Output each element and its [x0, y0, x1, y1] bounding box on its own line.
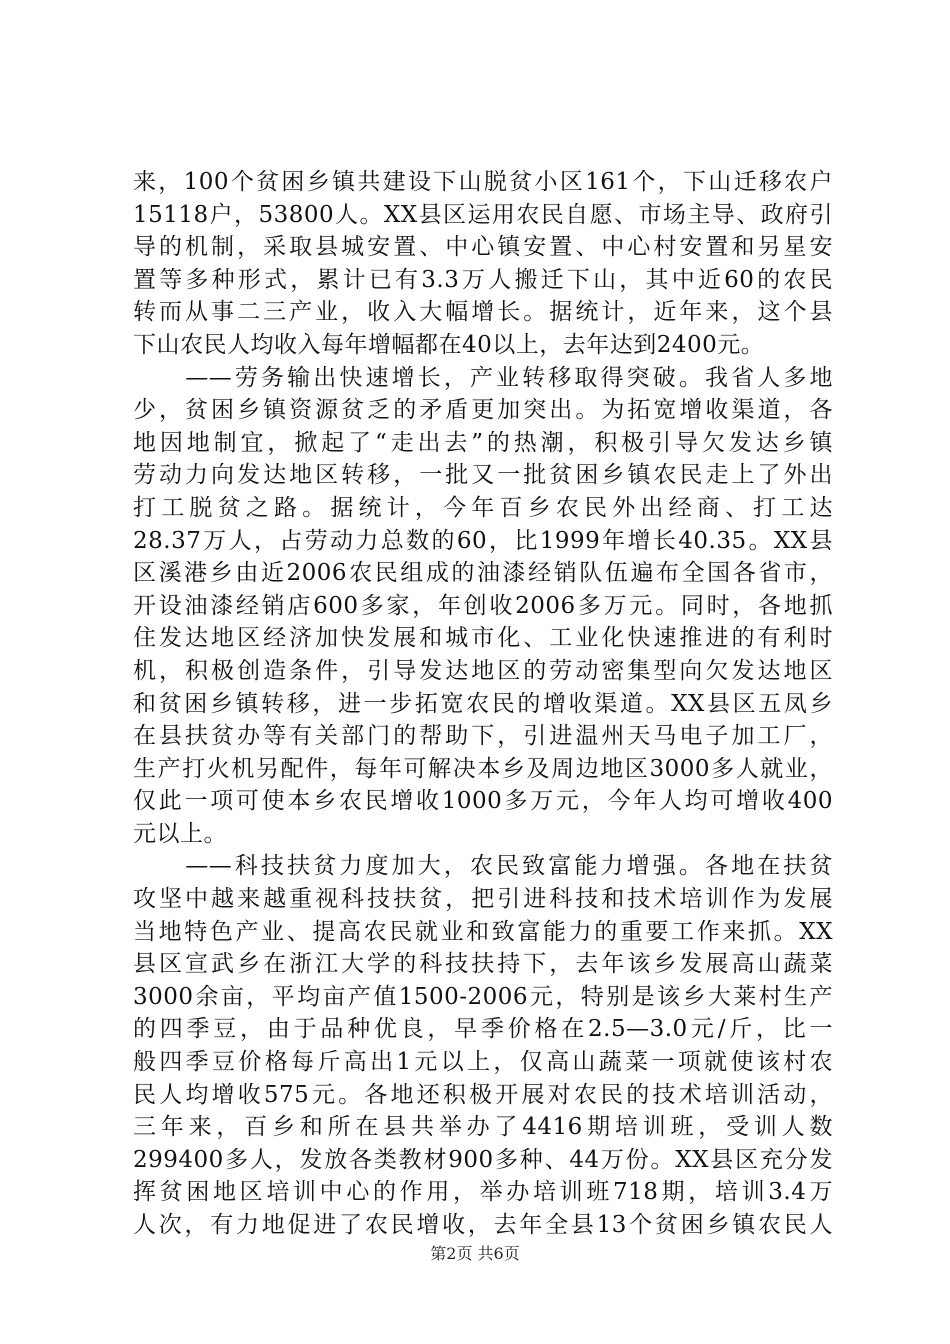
text-line: 三年来，百乡和所在县共举办了4416期培训班，受训人数: [133, 1114, 833, 1141]
text-line: 的四季豆，由于品种优良，早季价格在2.5—3.0元/斤，比一: [133, 1016, 833, 1043]
text-line: 住发达地区经济加快发展和城市化、工业化快速推进的有利时: [133, 625, 833, 652]
text-line: 般四季豆价格每斤高出1元以上，仅高山蔬菜一项就使该村农: [133, 1049, 833, 1076]
body-text: [133, 166, 833, 1242]
text-line: 少，贫困乡镇资源贫乏的矛盾更加突出。为拓宽增收渠道，各: [133, 397, 833, 424]
text-line: 当地特色产业、提高农民就业和致富能力的重要工作来抓。XX: [133, 918, 833, 945]
text-line: 仅此一项可使本乡农民增收1000多万元，今年人均可增收400: [133, 788, 833, 815]
text-line: 开设油漆经销店600多家，年创收2006多万元。同时，各地抓: [133, 592, 833, 619]
text-line: 区溪港乡由近2006农民组成的油漆经销队伍遍布全国各省市，: [133, 560, 833, 587]
text-line: 县区宣武乡在浙江大学的科技扶持下，去年该乡发展高山蔬菜: [133, 951, 833, 978]
text-line: ——科技扶贫力度加大，农民致富能力增强。各地在扶贫: [133, 853, 833, 880]
text-line: 299400多人，发放各类教材900多种、44万份。XX县区充分发: [133, 1146, 833, 1173]
text-line: 下山农民人均收入每年增幅都在40以上，去年达到2400元。: [133, 331, 765, 358]
text-line: 15118户，53800人。XX县区运用农民自愿、市场主导、政府引: [133, 201, 833, 228]
text-line: 生产打火机另配件，每年可解决本乡及周边地区3000多人就业，: [133, 755, 833, 782]
text-line: 转而从事二三产业，收入大幅增长。据统计，近年来，这个县: [133, 299, 833, 326]
text-line: 和贫困乡镇转移，进一步拓宽农民的增收渠道。XX县区五凤乡: [133, 690, 833, 717]
text-line: 置等多种形式，累计已有3.3万人搬迁下山，其中近60的农民: [133, 266, 833, 293]
text-line: 打工脱贫之路。据统计，今年百乡农民外出经商、打工达: [133, 494, 833, 521]
text-line: 在县扶贫办等有关部门的帮助下，引进温州天马电子加工厂，: [133, 723, 833, 750]
text-line: 来，100个贫困乡镇共建设下山脱贫小区161个，下山迁移农户: [133, 169, 833, 195]
page-footer: 第2页 共6页: [430, 1244, 520, 1263]
text-line: 劳动力向发达地区转移，一批又一批贫困乡镇农民走上了外出: [133, 462, 833, 489]
text-line: 导的机制，采取县城安置、中心镇安置、中心村安置和另星安: [133, 234, 833, 261]
text-line: 地因地制宜，掀起了“走出去”的热潮，积极引导欠发达乡镇: [133, 429, 833, 456]
text-line: ——劳务输出快速增长，产业转移取得突破。我省人多地: [133, 364, 833, 391]
text-line: 挥贫困地区培训中心的作用，举办培训班718期，培训3.4万: [133, 1179, 833, 1206]
text-line: 攻坚中越来越重视科技扶贫，把引进科技和技术培训作为发展: [133, 886, 833, 913]
text-line: 民人均增收575元。各地还积极开展对农民的技术培训活动，: [133, 1081, 833, 1108]
text-line: 人次，有力地促进了农民增收，去年全县13个贫困乡镇农民人: [133, 1212, 833, 1238]
text-line: 28.37万人，占劳动力总数的60，比1999年增长40.35。XX县: [133, 527, 833, 554]
text-line: 元以上。: [133, 820, 227, 847]
text-line: 3000余亩，平均亩产值1500-2006元，特别是该乡大莱村生产: [133, 983, 833, 1010]
text-line: 机，积极创造条件，引导发达地区的劳动密集型向欠发达地区: [133, 657, 833, 684]
